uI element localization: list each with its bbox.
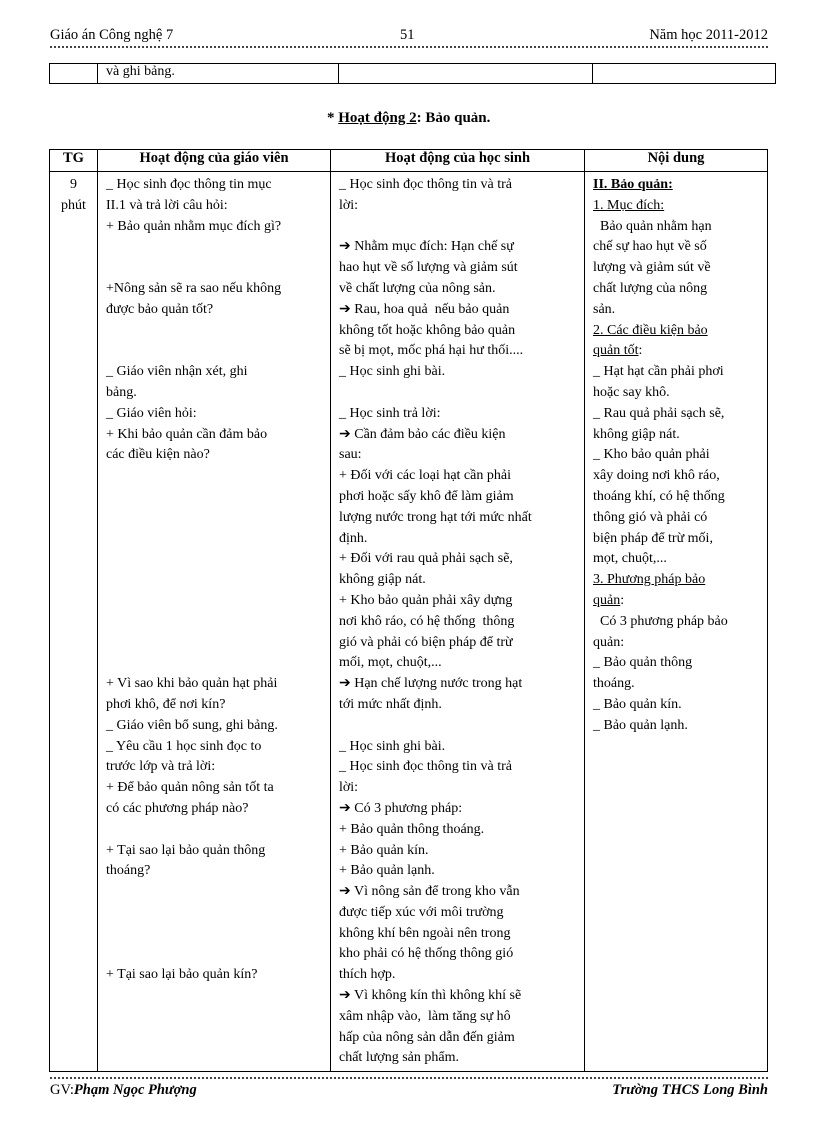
student-line: phơi hoặc sấy khô để làm giảm (339, 488, 514, 504)
student-line: _ Học sinh ghi bài. (339, 738, 446, 754)
header-content: Nội dung (585, 150, 768, 172)
teacher-line (106, 591, 326, 612)
content-line-text: lượng và giảm sút về (593, 260, 711, 276)
student-line: ➔ Cần đảm bảo các điều kiện (339, 426, 506, 442)
student-line: ➔ Hạn chế lượng nước trong hạt (339, 676, 523, 692)
content-line (593, 674, 763, 695)
student-lines (331, 172, 584, 1069)
footer-divider (50, 1077, 768, 1079)
content-line (593, 716, 763, 737)
content-line-text: quản (593, 592, 621, 608)
teacher-line: + Tại sao lại bảo quản thông (106, 842, 266, 858)
content-line (593, 425, 763, 446)
content-line (593, 508, 763, 529)
page-number: 51 (400, 27, 415, 43)
student-line: ➔ Vì nông sản để trong kho vẫn (339, 884, 520, 900)
teacher-lines (98, 172, 330, 986)
teacher-line: phơi khô, để nơi kín? (106, 696, 226, 712)
teacher-line: +Nông sản sẽ ra sao nếu không (106, 280, 282, 296)
teacher-line (106, 903, 326, 924)
content-line-text: _ Kho bảo quản phải (593, 447, 710, 463)
student-line: chất lượng sản phẩm. (339, 1050, 459, 1066)
footer-gv-label: GV: (50, 1082, 74, 1098)
student-line: ➔ Vì không kín thì không khí sẽ (339, 988, 522, 1004)
content-line-text: Bảo quản nhằm hạn (593, 218, 712, 234)
footer-teacher-name: Phạm Ngọc Phượng (73, 1082, 197, 1098)
header-teacher: Hoạt động của giáo viên (98, 150, 331, 172)
student-cell (331, 172, 585, 1072)
content-line-text: mọt, chuột,... (593, 551, 667, 567)
teacher-line (106, 321, 326, 342)
teacher-line (106, 549, 326, 570)
teacher-line (106, 612, 326, 633)
content-line-tail: : (620, 592, 625, 608)
content-cell (585, 172, 768, 1072)
section-heading (327, 110, 490, 127)
student-line: hao hụt về số lượng và giảm sút (339, 260, 518, 276)
time-value: 9 (70, 177, 77, 192)
student-line: _ Học sinh đọc thông tin và trả (339, 759, 513, 775)
table-header-row (50, 150, 768, 172)
content-lines (585, 172, 767, 737)
student-line: định. (339, 530, 368, 546)
student-line: xâm nhập vào, làm tăng sự hô (339, 1008, 511, 1024)
teacher-cell (98, 172, 331, 1072)
content-line (593, 237, 763, 258)
teacher-line: + Bảo quản nhằm mục đích gì? (106, 218, 282, 234)
content-line-text: 2. Các điều kiện bảo (593, 322, 708, 338)
content-line (593, 383, 763, 404)
teacher-line (106, 924, 326, 945)
content-line (593, 217, 763, 238)
teacher-line (106, 258, 326, 279)
student-line: về chất lượng của nông sản. (339, 280, 496, 296)
content-line-text: hoặc say khô. (593, 384, 670, 400)
content-line-text: biện pháp để trừ mối, (593, 530, 713, 546)
content-line (593, 633, 763, 654)
student-line: lời: (339, 197, 359, 213)
teacher-line: _ Giáo viên bổ sung, ghi bảng. (106, 717, 278, 733)
content-line-text: _ Bảo quản lạnh. (593, 717, 688, 733)
student-line: _ Học sinh trả lời: (339, 405, 441, 421)
carry-over-teacher-cell: và ghi bảng. (98, 64, 339, 84)
teacher-line: + Tại sao lại bảo quản kín? (106, 967, 258, 983)
student-line: + Bảo quản kín. (339, 842, 429, 858)
teacher-line (106, 820, 326, 841)
student-line: hấp của nông sản dẫn đến giảm (339, 1029, 515, 1045)
content-line (593, 300, 763, 321)
student-line: + Bảo quản lạnh. (339, 863, 435, 879)
teacher-line (106, 341, 326, 362)
content-line-text: _ Rau quả phải sạch sẽ, (593, 405, 725, 421)
content-line-text: _ Hạt hạt cần phải phơi (593, 364, 724, 380)
content-line (593, 487, 763, 508)
content-line (593, 321, 763, 342)
content-line (593, 196, 763, 217)
teacher-line: các điều kiện nào? (106, 447, 210, 463)
content-line-text: chất lượng của nông (593, 280, 708, 296)
student-line: + Đối với các loại hạt cần phải (339, 468, 511, 484)
teacher-line: _ Giáo viên nhận xét, ghi (106, 364, 248, 380)
teacher-line: + Vì sao khi bảo quản hạt phải (106, 676, 278, 692)
content-line-text: _ Bảo quản kín. (593, 696, 682, 712)
student-line: không khí bên ngoài nên trong (339, 925, 511, 941)
teacher-line (106, 944, 326, 965)
content-line-text: chế sự hao hụt về số (593, 239, 707, 255)
content-line-text: II. Bảo quản: (593, 177, 673, 192)
content-line (593, 445, 763, 466)
table-body-row (50, 172, 768, 1072)
student-line: tới mức nhất định. (339, 696, 442, 712)
heading-suffix: : Bảo quản. (416, 110, 491, 126)
student-line: mối, mọt, chuột,... (339, 655, 442, 671)
time-unit: phút (61, 197, 86, 213)
student-line: ➔ Rau, hoa quả nếu bảo quản (339, 301, 510, 317)
teacher-line (106, 570, 326, 591)
student-line: _ Học sinh ghi bài. (339, 364, 446, 380)
content-line (593, 175, 763, 196)
teacher-line: bảng. (106, 384, 137, 400)
content-line (593, 341, 763, 362)
student-line: gió và phải có biện pháp để trừ (339, 634, 513, 650)
student-line: + Đối với rau quả phải sạch sẽ, (339, 551, 513, 567)
teacher-line (106, 653, 326, 674)
content-line (593, 653, 763, 674)
student-line (339, 716, 580, 737)
header-left: Giáo án Công nghệ 7 (50, 27, 174, 43)
student-line: ➔ Có 3 phương pháp: (339, 800, 463, 816)
content-line-text: Có 3 phương pháp bảo (593, 613, 728, 629)
footer-school: Trường THCS Long Bình (612, 1082, 768, 1098)
content-line (593, 404, 763, 425)
student-line: không tốt hoặc không bảo quản (339, 322, 516, 338)
heading-prefix: * (327, 110, 339, 126)
content-line (593, 570, 763, 591)
header-time: TG (50, 150, 98, 172)
student-line: sẽ bị mọt, mốc phá hại hư thối.... (339, 343, 524, 359)
teacher-line (106, 237, 326, 258)
teacher-line: II.1 và trả lời câu hỏi: (106, 197, 228, 213)
content-line (593, 549, 763, 570)
teacher-line: thoáng? (106, 863, 151, 879)
header-right: Năm học 2011-2012 (649, 27, 768, 43)
content-line (593, 258, 763, 279)
content-line-text: xây doing nơi khô ráo, (593, 468, 720, 484)
content-line (593, 362, 763, 383)
teacher-line: _ Yêu cầu 1 học sinh đọc to (106, 738, 262, 754)
student-line: + Bảo quản thông thoáng. (339, 821, 485, 837)
teacher-line (106, 466, 326, 487)
content-line-tail: : (638, 343, 643, 359)
student-line: lời: (339, 780, 359, 796)
student-line: _ Học sinh đọc thông tin và trả (339, 177, 513, 192)
student-line: lượng nước trong hạt tới mức nhất (339, 509, 532, 525)
content-line (593, 466, 763, 487)
teacher-line (106, 508, 326, 529)
teacher-line: + Để bảo quản nông sản tốt ta (106, 780, 274, 796)
teacher-line (106, 633, 326, 654)
teacher-line (106, 487, 326, 508)
time-cell (50, 172, 98, 1072)
header-divider (50, 46, 768, 48)
content-line (593, 591, 763, 612)
student-line: + Kho bảo quản phải xây dựng (339, 592, 513, 608)
student-line: thích hợp. (339, 967, 396, 983)
teacher-line (106, 529, 326, 550)
student-line: không giập nát. (339, 572, 426, 588)
heading-title: Hoạt động 2 (338, 110, 417, 126)
content-line (593, 695, 763, 716)
content-line-text: thoáng khí, có hệ thống (593, 488, 725, 504)
content-line-text: thoáng. (593, 676, 635, 692)
content-line (593, 529, 763, 550)
content-line-text: 3. Phương pháp bảo (593, 572, 706, 588)
teacher-line: + Khi bảo quản cần đảm bảo (106, 426, 268, 442)
teacher-line: được bảo quản tốt? (106, 301, 214, 317)
student-line: kho phải có hệ thống thông gió (339, 946, 514, 962)
content-line-text: quản: (593, 634, 625, 650)
content-line (593, 279, 763, 300)
student-line: nơi khô ráo, có hệ thống thông (339, 613, 515, 629)
content-line (593, 612, 763, 633)
activity-table (49, 149, 768, 1072)
teacher-line: trước lớp và trả lời: (106, 759, 216, 775)
header-student: Hoạt động của học sinh (331, 150, 585, 172)
teacher-line: _ Giáo viên hỏi: (106, 405, 197, 421)
teacher-line (106, 882, 326, 903)
student-line (339, 383, 580, 404)
content-line-text: sản. (593, 301, 616, 317)
footer-left (50, 1082, 197, 1099)
content-line-text: không giập nát. (593, 426, 680, 442)
content-line-text: _ Bảo quản thông (593, 655, 693, 671)
student-line (339, 217, 580, 238)
content-line-text: thông gió và phải có (593, 509, 708, 525)
content-line-text: quản tốt (593, 343, 639, 359)
teacher-line: có các phương pháp nào? (106, 800, 249, 816)
teacher-line: _ Học sinh đọc thông tin mục (106, 177, 272, 192)
student-line: được tiếp xúc với môi trường (339, 904, 504, 920)
student-line: sau: (339, 447, 362, 463)
student-line: ➔ Nhằm mục đích: Hạn chế sự (339, 239, 514, 255)
content-line-text: 1. Mục đích: (593, 197, 665, 213)
carry-over-table (49, 63, 776, 84)
